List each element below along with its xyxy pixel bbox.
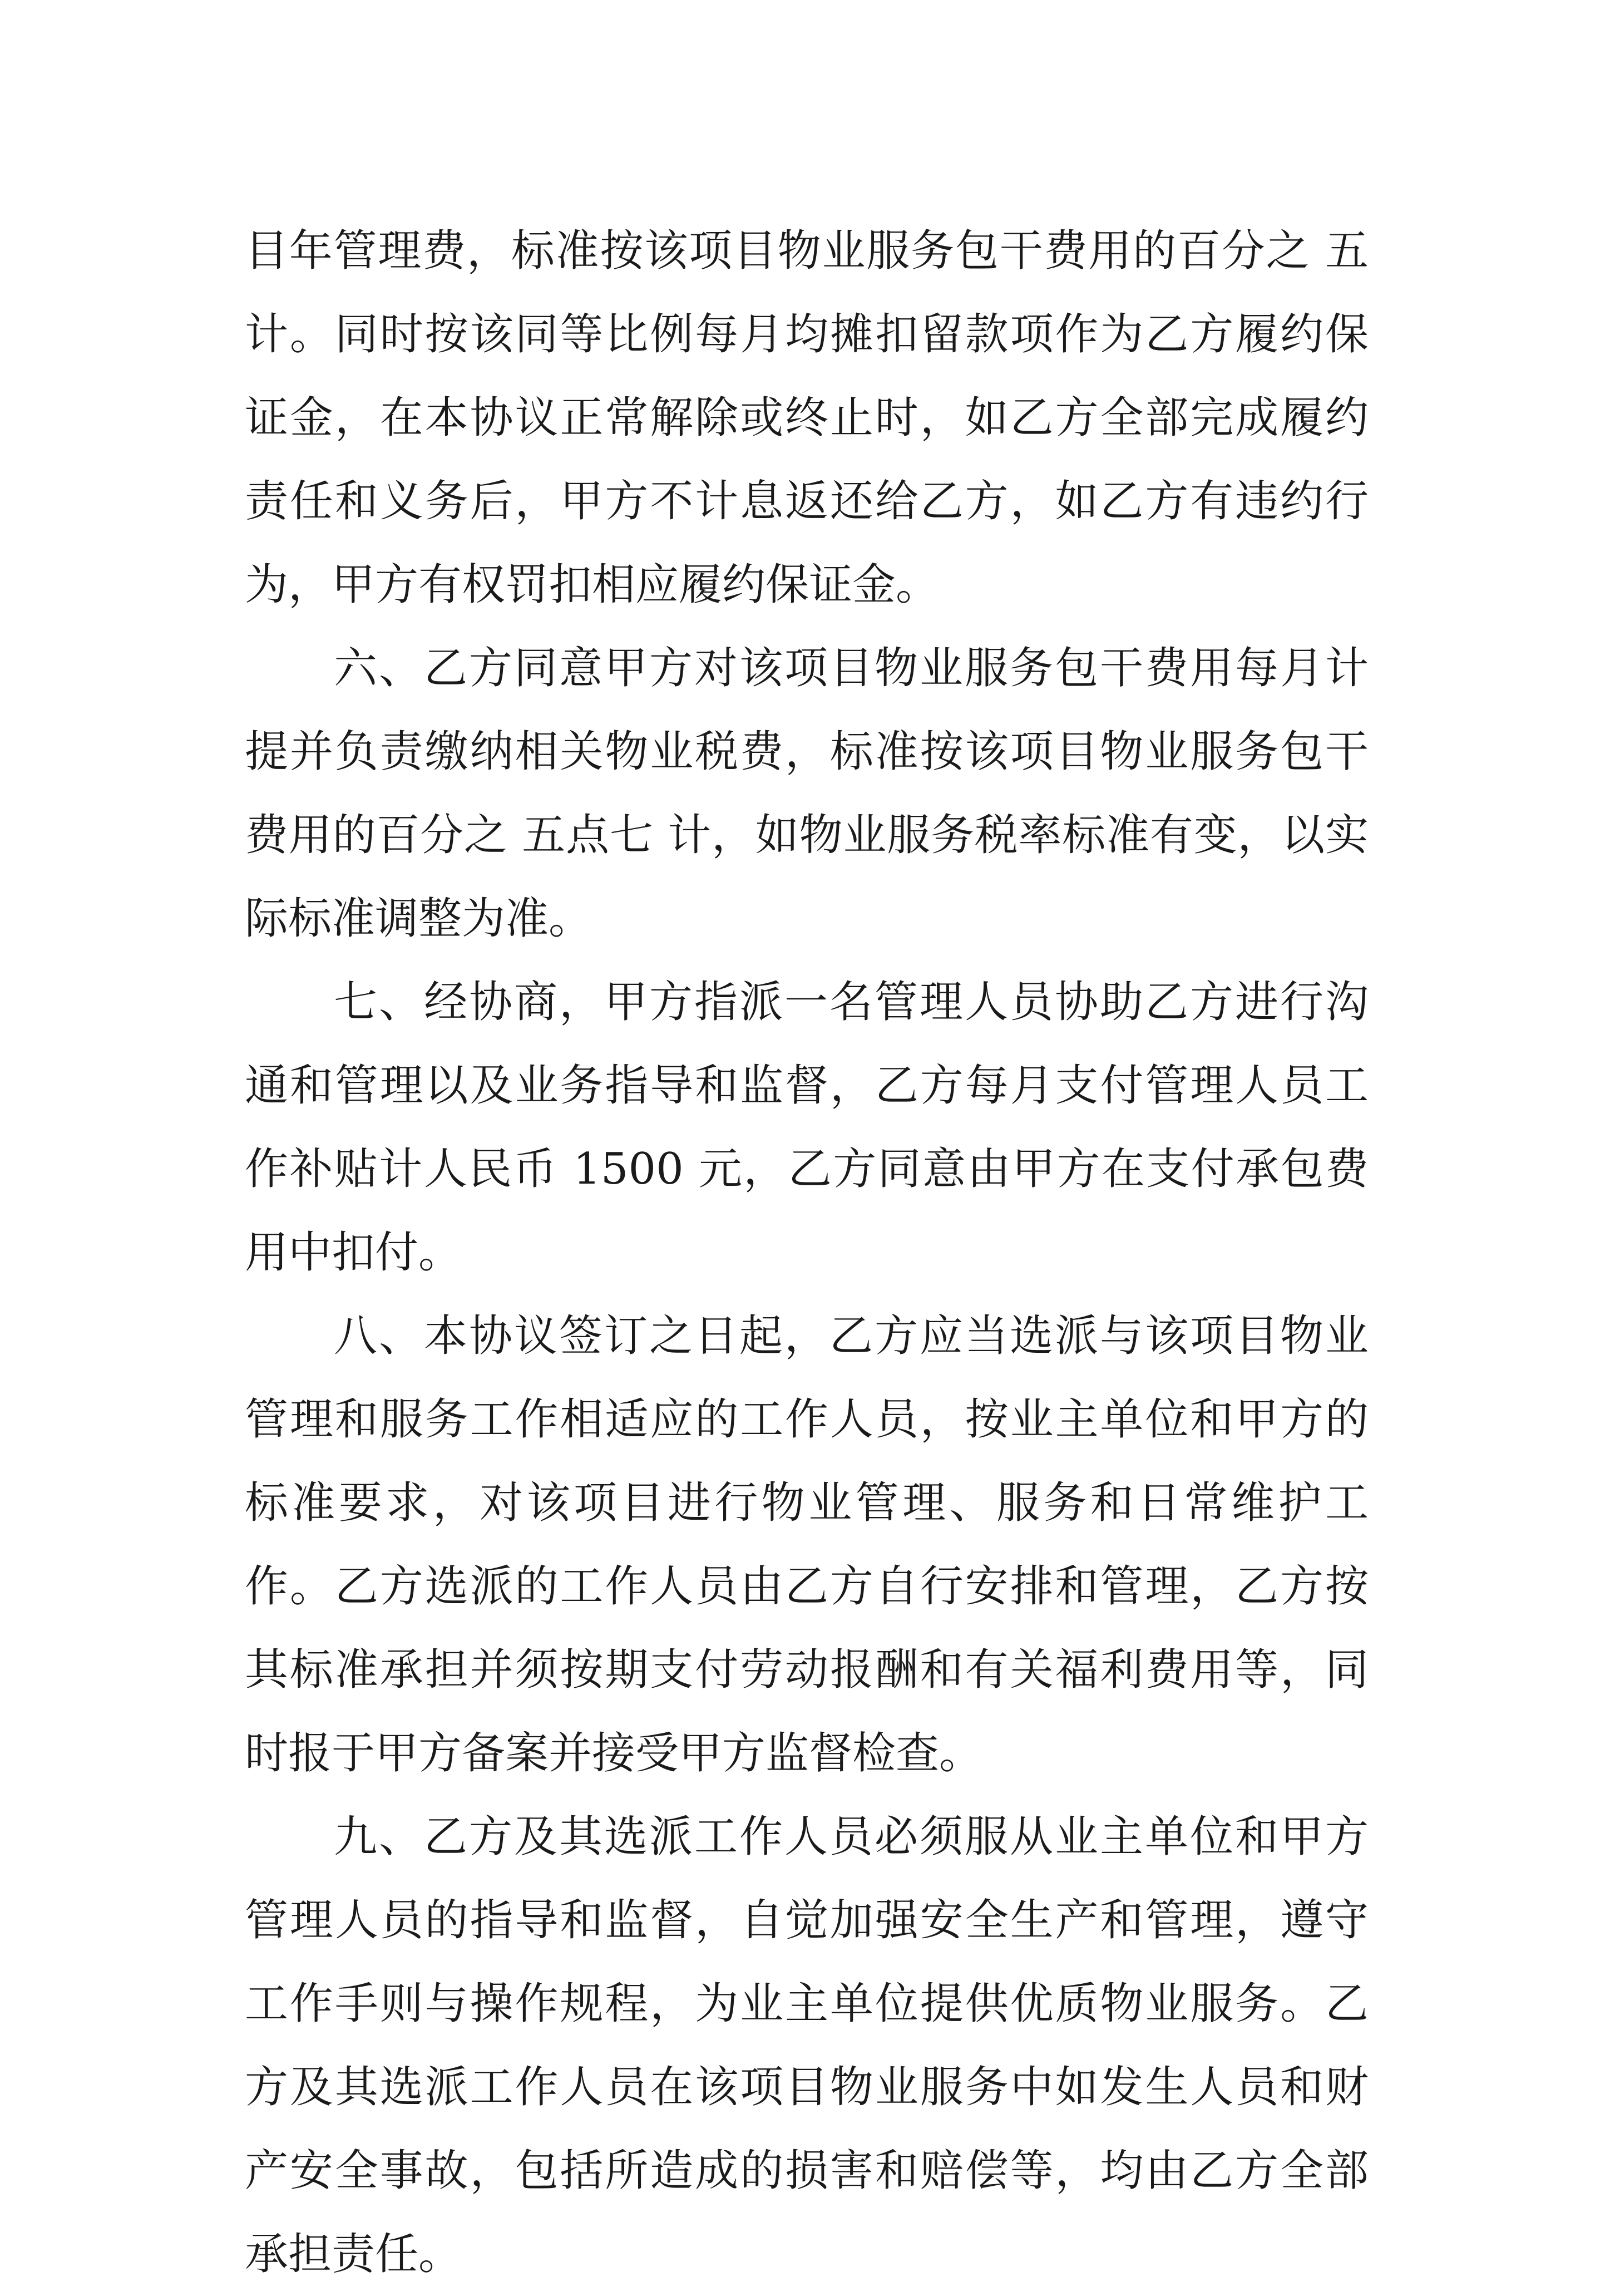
paragraph-continued: 目年管理费，标准按该项目物业服务包干费用的百分之 五 计。同时按该同等比例每月均摊扣留款项作为乙方履约保证金，在本协议正常解除或终止时，如乙方全部完成履约责任和义务后，甲方不计息返还给乙方，如乙方有违约行为，甲方有权罚扣相应履约保证金。 <box>245 226 1369 610</box>
paragraph-clause-9: 九、乙方及其选派工作人员必须服从业主单位和甲方管理人员的指导和监督，自觉加强安全生产和管理，遵守工作手则与操作规程，为业主单位提供优质物业服务。乙方及其选派工作人员在该项目物业服务中如发生人员和财产安全事故，包括所造成的损害和赔偿等，均由乙方全部承担责任。 <box>245 1812 1369 2279</box>
paragraph-clause-8: 八、本协议签订之日起，乙方应当选派与该项目物业管理和服务工作相适应的工作人员，按业主单位和甲方的标准要求，对该项目进行物业管理、服务和日常维护工作。乙方选派的工作人员由乙方自行安排和管理，乙方按其标准承担并须按期支付劳动报酬和有关福利费用等，同时报于甲方备案并接受甲方监督检查。 <box>245 1311 1369 1778</box>
paragraph-clause-6: 六、乙方同意甲方对该项目物业服务包干费用每月计提并负责缴纳相关物业税费，标准按该项目物业服务包干费用的百分之 五点七 计，如物业服务税率标准有变，以实际标准调整为准。 <box>245 643 1369 944</box>
document-body <box>245 209 1369 2296</box>
paragraph-clause-7: 七、经协商，甲方指派一名管理人员协助乙方进行沟通和管理以及业务指导和监督，乙方每月支付管理人员工作补贴计人民币 1500 元，乙方同意由甲方在支付承包费用中扣付。 <box>245 977 1369 1278</box>
